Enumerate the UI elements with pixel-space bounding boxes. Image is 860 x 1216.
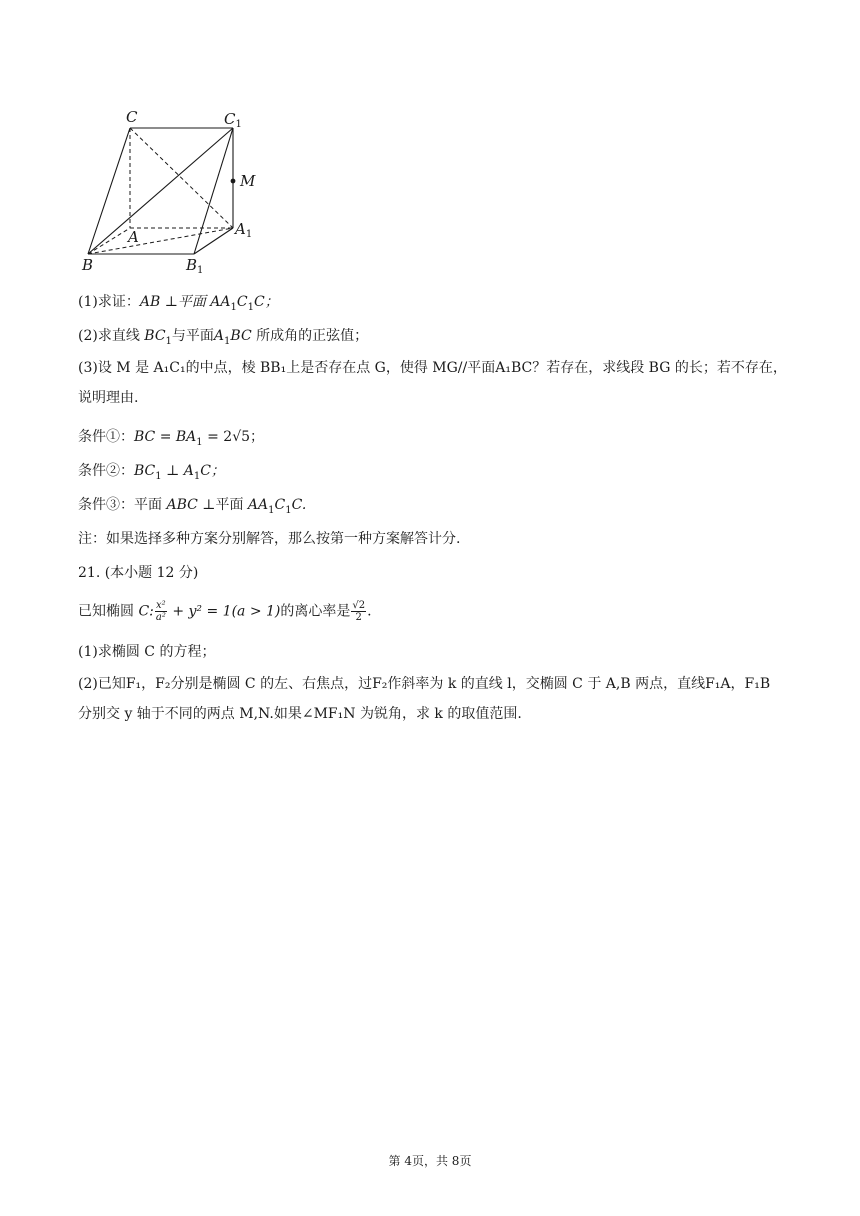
q20-part2: (2)求直线 $BC_1$与平面$A_1BC$ 所成角的正弦值； <box>78 328 369 347</box>
label-M: M <box>240 172 256 190</box>
prism-figure <box>78 106 268 282</box>
q20-part3: (3)设 M 是 A₁C₁的中点，棱 BB₁上是否存在点 G，使得 MG//平面A₁BC？若存在，求线段 BG 的长；若不存在，说明理由. <box>78 360 787 406</box>
q20-part1: (1)求证：AB ⊥平面 $AA_1C_1C$； <box>78 294 279 313</box>
label-A1: $A_1$ <box>235 220 253 240</box>
label-C1: $C_1$ <box>224 110 242 130</box>
q20-condition3: 条件③：平面 ABC ⊥平面 $AA_1C_1C$. <box>78 497 307 516</box>
label-A: A <box>128 228 139 246</box>
q21-intro: 已知椭圆 C: $\frac{\text{x²}}{\text{a²}}$ + y² = 1(a > 1)的离心率是 $\frac{√2}{2}$ . <box>78 600 372 623</box>
fraction-eccentricity: $\frac{√2}{2}$ <box>352 600 366 623</box>
q21-title: 21. (本小题 12 分) <box>78 565 199 581</box>
q20-condition2: 条件②：$BC_1$ ⊥ $A_1C$； <box>78 463 225 482</box>
edge-BA1 <box>88 228 233 254</box>
point-M <box>231 179 236 184</box>
q21-part2: (2)已知F₁，F₂分别是椭圆 C 的左、右焦点，过F₂作斜率为 k 的直线 l，交椭圆 C 于 A,B 两点，直线F₁A，F₁B 分别交 y 轴于不同的两点 M,N.如果∠MF₁N 为锐角，求 k 的取值范围. <box>78 676 771 722</box>
page-footer: 第 4页，共 8页 <box>388 1154 472 1168</box>
fraction-x2-a2: $\frac{\text{x²}}{\text{a²}}$ <box>155 600 166 623</box>
q21-part1: (1)求椭圆 C 的方程； <box>78 644 216 660</box>
label-C: C <box>126 108 138 126</box>
edge-C1B <box>88 128 233 254</box>
q20-note: 注：如果选择多种方案分别解答，那么按第一种方案解答计分. <box>78 531 461 547</box>
q20-condition1: 条件①：BC = $BA_1 = 2√5$； <box>78 429 265 448</box>
edge-C1B1 <box>194 128 233 254</box>
label-B1: $B_1$ <box>186 256 204 276</box>
label-B: B <box>82 256 94 274</box>
prism-diagram <box>78 106 268 282</box>
